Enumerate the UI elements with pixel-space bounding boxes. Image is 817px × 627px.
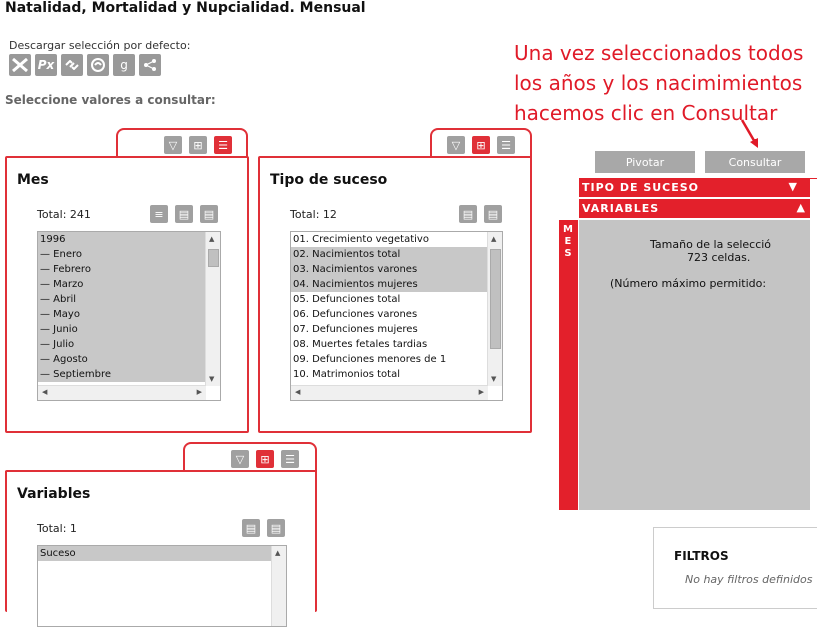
link-glyph (65, 60, 79, 70)
annotation-arrow (736, 118, 766, 154)
list-item[interactable]: 09. Defunciones menores de 1 (293, 354, 447, 365)
tipo-rows-icon[interactable]: ☰ (497, 136, 515, 154)
tipo-columns-icon[interactable]: ⊞ (472, 136, 490, 154)
mes-rows-icon[interactable]: ☰ (214, 136, 232, 154)
tipo-hscroll[interactable] (291, 385, 488, 400)
tipo-filter-icon[interactable]: ▽ (447, 136, 465, 154)
excel-icon[interactable] (9, 54, 31, 76)
mes-listbox[interactable] (37, 231, 221, 401)
mes-scroll-thumb[interactable] (208, 249, 219, 267)
list-item[interactable]: 07. Defunciones mujeres (293, 324, 418, 335)
pivot-preview-area (579, 220, 810, 510)
filtros-empty-text: No hay filtros definidos (685, 573, 813, 586)
max-allowed-text: (Número máximo permitido: (610, 277, 767, 290)
refresh-icon[interactable] (87, 54, 109, 76)
variables-columns-icon[interactable]: ⊞ (256, 450, 274, 468)
mes-filter-icon[interactable]: ▽ (164, 136, 182, 154)
tipo-vscroll[interactable] (487, 232, 502, 386)
list-item[interactable]: 08. Muertes fetales tardias (293, 339, 428, 350)
scroll-up-icon[interactable]: ▲ (209, 235, 215, 243)
page-title: Natalidad, Mortalidad y Nupcialidad. Mensual (5, 0, 366, 16)
mes-hscroll[interactable] (38, 385, 206, 400)
list-item[interactable]: 05. Defunciones total (293, 294, 401, 305)
scroll-left-icon[interactable]: ◀ (295, 388, 301, 396)
variables-panel (5, 470, 317, 612)
tipo-deselect-button[interactable]: ▤ (484, 205, 502, 223)
mes-total: Total: 241 (37, 208, 91, 221)
annotation-marker: 1 (753, 138, 759, 147)
list-item[interactable]: 03. Nacimientos varones (291, 262, 502, 277)
variables-select-all-button[interactable]: ▤ (242, 519, 260, 537)
excel-x-glyph (12, 58, 28, 72)
list-item[interactable]: 06. Defunciones varones (293, 309, 418, 320)
annotation-text (514, 38, 803, 128)
list-item[interactable]: — Abril (38, 292, 220, 307)
px-icon-text: Px (37, 58, 55, 72)
variables-bar[interactable] (579, 199, 810, 218)
bar-overflow-line (810, 178, 817, 179)
scroll-up-icon[interactable]: ▲ (275, 549, 281, 557)
selection-cells-text: 723 celdas. (687, 251, 751, 264)
refresh-glyph (90, 57, 106, 73)
mes-list-items (38, 232, 220, 382)
triangle-down-icon[interactable]: ▼ (788, 180, 798, 193)
tipo-listbox[interactable] (290, 231, 503, 401)
share-glyph (143, 58, 157, 72)
mes-letter-e: E (564, 236, 572, 247)
mes-letter-s: S (564, 248, 572, 259)
variables-total: Total: 1 (37, 522, 77, 535)
mes-panel-title: Mes (17, 172, 49, 188)
g-icon-text: g (120, 58, 128, 72)
tipo-panel (258, 156, 532, 433)
list-item[interactable]: — Agosto (38, 352, 220, 367)
scroll-right-icon[interactable]: ▶ (478, 388, 484, 396)
mes-columns-icon[interactable]: ⊞ (189, 136, 207, 154)
list-item[interactable]: — Febrero (38, 262, 220, 277)
scroll-down-icon[interactable]: ▼ (491, 375, 497, 383)
scroll-right-icon[interactable]: ▶ (196, 388, 202, 396)
px-icon[interactable] (35, 54, 57, 76)
mes-vscroll[interactable] (205, 232, 220, 386)
annotation-line-2: los años y los nacimimientos (514, 71, 803, 95)
annotation-line-1: Una vez seleccionados todos (514, 41, 804, 65)
tipo-total: Total: 12 (290, 208, 337, 221)
selection-size-text: Tamaño de la selecció (650, 238, 772, 251)
mes-deselect-button[interactable]: ▤ (200, 205, 218, 223)
mes-select-all-button[interactable]: ▤ (175, 205, 193, 223)
list-item[interactable]: 1996 (38, 232, 220, 247)
annotation-line-3: hacemos clic en Consultar (514, 101, 778, 125)
list-item[interactable]: — Junio (38, 322, 220, 337)
tipo-panel-title: Tipo de suceso (270, 172, 388, 188)
tipo-suceso-bar[interactable] (579, 178, 810, 197)
tipo-list-items (291, 232, 502, 382)
mes-axis-bar (559, 220, 578, 510)
share-icon[interactable] (139, 54, 161, 76)
filtros-panel (653, 527, 817, 609)
list-item[interactable]: 02. Nacimientos total (291, 247, 502, 262)
list-item[interactable]: — Enero (38, 247, 220, 262)
consult-button[interactable]: Consultar (705, 151, 805, 173)
list-item[interactable]: 10. Matrimonios total (293, 369, 400, 380)
variables-vscroll[interactable] (271, 546, 286, 626)
mes-letter-m: M (563, 224, 573, 235)
variables-filter-icon[interactable]: ▽ (231, 450, 249, 468)
pivot-button[interactable]: Pivotar (595, 151, 695, 173)
list-item[interactable]: — Septiembre (38, 367, 220, 382)
list-item[interactable]: — Julio (38, 337, 220, 352)
tipo-select-all-button[interactable]: ▤ (459, 205, 477, 223)
list-item[interactable]: Suceso (38, 546, 286, 561)
filtros-title: FILTROS (674, 549, 729, 563)
scroll-up-icon[interactable]: ▲ (491, 235, 497, 243)
tipo-scroll-thumb[interactable] (490, 249, 501, 349)
tipo-suceso-bar-label: TIPO DE SUCESO (582, 181, 700, 194)
list-item[interactable]: 01. Crecimiento vegetativo (293, 234, 429, 245)
variables-deselect-button[interactable]: ▤ (267, 519, 285, 537)
download-label: Descargar selección por defecto: (9, 39, 191, 52)
list-item[interactable]: 04. Nacimientos mujeres (291, 277, 502, 292)
scroll-left-icon[interactable]: ◀ (42, 388, 48, 396)
mes-panel (5, 156, 249, 433)
mes-hierarchy-button[interactable]: ≡ (150, 205, 168, 223)
triangle-up-icon[interactable]: ▲ (796, 201, 806, 214)
variables-list-items (38, 546, 286, 561)
select-values-label: Seleccione valores a consultar: (5, 93, 216, 107)
variables-rows-icon[interactable]: ☰ (281, 450, 299, 468)
list-item[interactable]: — Mayo (38, 307, 220, 322)
link-icon[interactable] (61, 54, 83, 76)
list-item[interactable]: — Marzo (38, 277, 220, 292)
variables-listbox[interactable] (37, 545, 287, 627)
variables-bar-label: VARIABLES (582, 202, 660, 215)
variables-panel-title: Variables (17, 486, 91, 502)
scroll-down-icon[interactable]: ▼ (209, 375, 215, 383)
g-icon[interactable] (113, 54, 135, 76)
